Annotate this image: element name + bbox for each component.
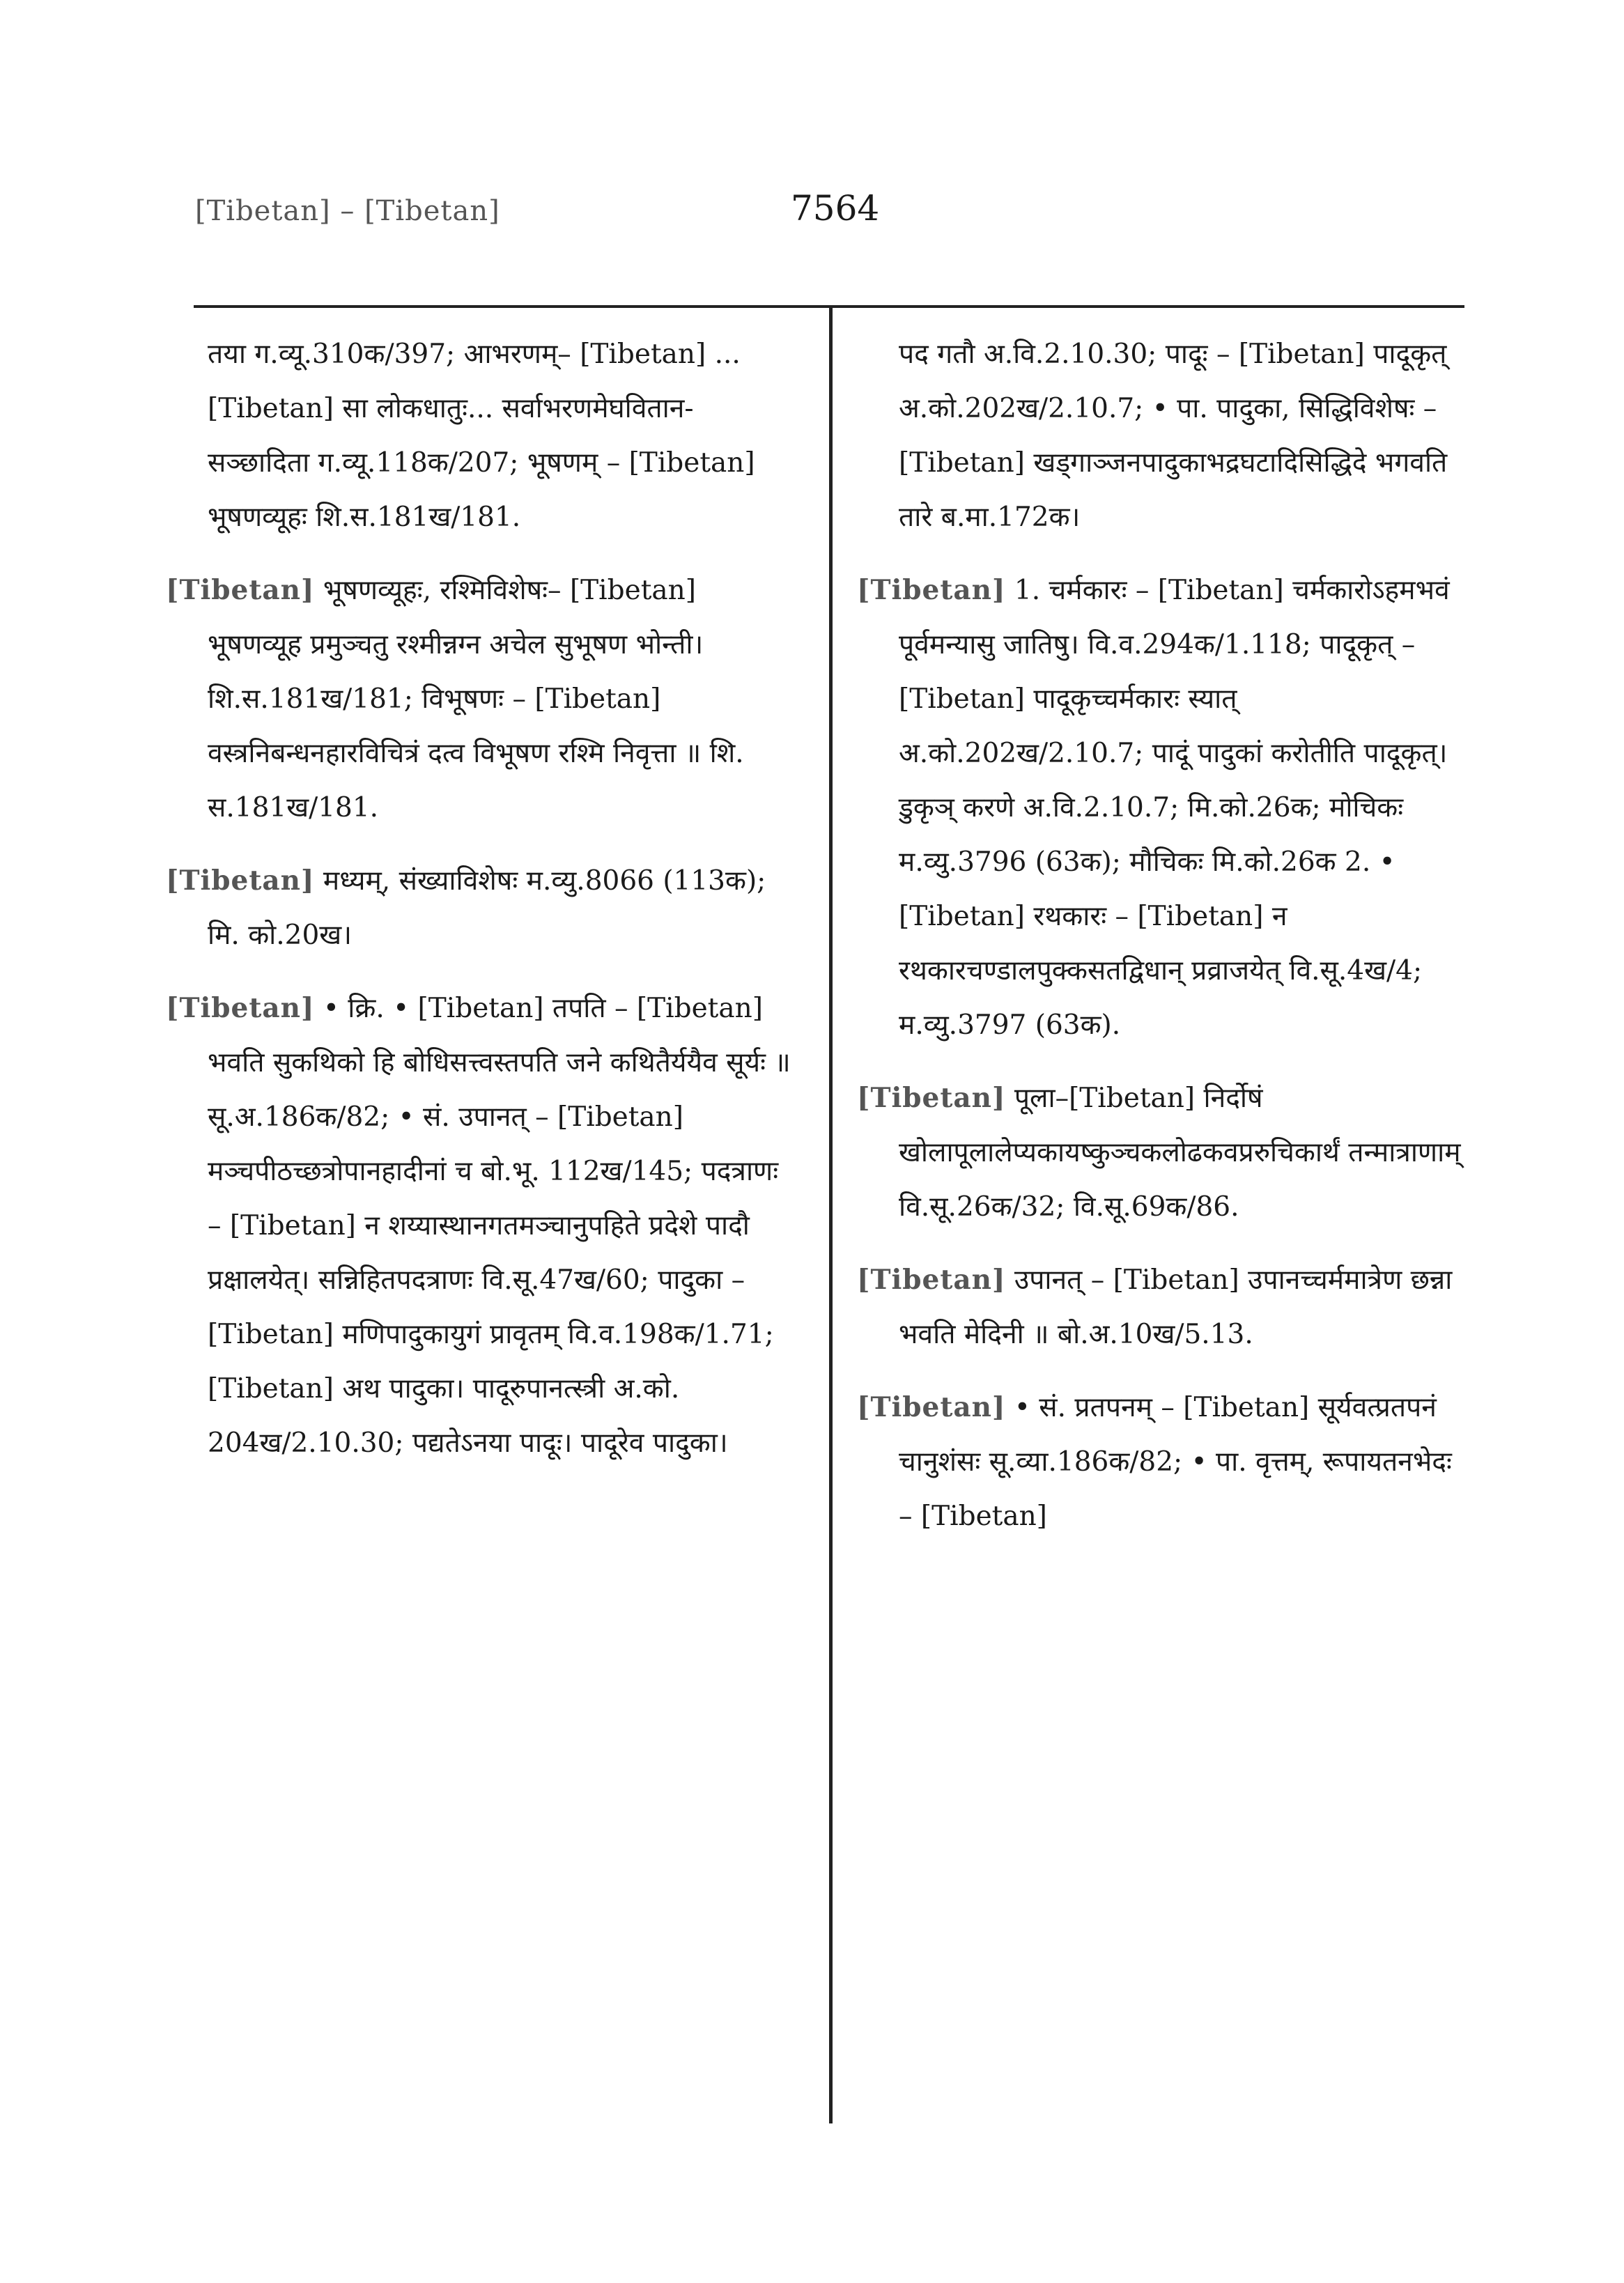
- dictionary-entry: [857, 1380, 1470, 1544]
- entry-headword: [Tibetan]: [166, 574, 315, 606]
- entry-text: तया ग.व्यू.310क/397; आभरणम्– [Tibetan] ... [Tibetan] सा लोकधातुः... सर्वाभरणमेघवितान- सञ्छादिता ग.व्यू.118क/207; भूषणम् – [Tibetan] भूषणव्यूहः शि.स.181ख/181.: [208, 339, 755, 533]
- entry-headword: [Tibetan]: [166, 992, 315, 1024]
- entry-text: • सं. प्रतपनम् – [Tibetan] सूर्यवत्प्रतपनं चानुशंसः सू.व्या.186क/82; • पा. वृत्तम्, रूपायतनभेदः – [Tibetan]: [899, 1392, 1452, 1532]
- entry-headword: [Tibetan]: [857, 574, 1006, 606]
- dictionary-entry: [857, 1253, 1470, 1362]
- page-header: [195, 188, 1463, 244]
- entry-headword: [Tibetan]: [857, 1391, 1006, 1423]
- entry-headword: [Tibetan]: [857, 1082, 1006, 1114]
- dictionary-entry: [857, 1071, 1470, 1235]
- entry-text: मध्यम्, संख्याविशेषः म.व्यु.8066 (113क); मि. को.20ख।: [208, 865, 766, 951]
- dictionary-entry: [166, 853, 793, 963]
- right-column: [857, 327, 1470, 1562]
- entry-headword: [Tibetan]: [857, 1264, 1006, 1296]
- entry-text: पद गतौ अ.वि.2.10.30; पादूः – [Tibetan] पादूकृत् अ.को.202ख/2.10.7; • पा. पादुका, सिद्धिविशेषः – [Tibetan] खड्गाञ्जनपादुकाभद्रघटादिसिद्धिदे भगवति तारे ब.मा.172क।: [899, 339, 1448, 533]
- dictionary-entry: [166, 327, 793, 545]
- entry-text: पूला–[Tibetan] निर्दोषं खोलापूलालेप्यकायष्कुञ्चकलोढकवप्ररुचिकार्थं तन्मात्राणाम् वि.सू.26क/32; वि.सू.69क/86.: [899, 1083, 1461, 1223]
- page-number: 7564: [791, 188, 880, 229]
- column-divider: [829, 305, 833, 2123]
- entry-text: भूषणव्यूहः, रश्मिविशेषः– [Tibetan] भूषणव्यूह प्रमुञ्चतु रश्मीन्नग्न अचेल सुभूषण भोन्ती। शि.स.181ख/181; विभूषणः – [Tibetan] वस्त्रनिबन्धनहारविचित्रं दत्व विभूषण रश्मि निवृत्ता ॥ शि. स.181ख/181.: [208, 575, 744, 823]
- entry-text: 1. चर्मकारः – [Tibetan] चर्मकारोऽहमभवं पूर्वमन्यासु जातिषु। वि.व.294क/1.118; पादूकृत् – [Tibetan] पादूकृच्चर्मकारः स्यात् अ.को.202ख/2.10.7; पादूं पादुकां करोतीति पादूकृत्। डुकृञ् करणे अ.वि.2.10.7; मि.को.26क; मोचिकः म.व्यु.3796 (63क); मौचिकः मि.को.26क 2. • [Tibetan] रथकारः – [Tibetan] न रथकारचण्डालपुक्कसतद्विधान् प्रव्राजयेत् वि.सू.4ख/4; म.व्यु.3797 (63क).: [899, 575, 1450, 1041]
- dictionary-entry: [857, 327, 1470, 545]
- dictionary-entry: [166, 981, 793, 1471]
- entry-headword: [Tibetan]: [166, 865, 315, 897]
- running-head: [Tibetan] – [Tibetan]: [195, 195, 500, 227]
- entry-text: • क्रि. • [Tibetan] तपति – [Tibetan] भवति सुकथिको हि बोधिसत्त्वस्तपति जने कथितैर्ययैव सूर्यः ॥ सू.अ.186क/82; • सं. उपानत् – [Tibetan] मञ्चपीठच्छत्रोपानहादीनां च बो.भू. 112ख/145; पदत्राणः – [Tibetan] न शय्यास्थानगतमञ्चानुपहिते प्रदेशे पादौ प्रक्षालयेत्। सन्निहितपदत्राणः वि.सू.47ख/60; पादुका – [Tibetan] मणिपादुकायुगं प्रावृतम् वि.व.198क/1.71; [Tibetan] अथ पादुका। पादूरुपानत्स्त्री अ.को. 204ख/2.10.30; पद्यतेऽनया पादूः। पादूरेव पादुका।: [208, 993, 791, 1459]
- entry-text: उपानत् – [Tibetan] उपानच्चर्ममात्रेण छन्ना भवति मेदिनी ॥ बो.अ.10ख/5.13.: [899, 1264, 1453, 1350]
- left-column: [166, 327, 793, 1489]
- dictionary-entry: [857, 563, 1470, 1053]
- dictionary-entry: [166, 563, 793, 835]
